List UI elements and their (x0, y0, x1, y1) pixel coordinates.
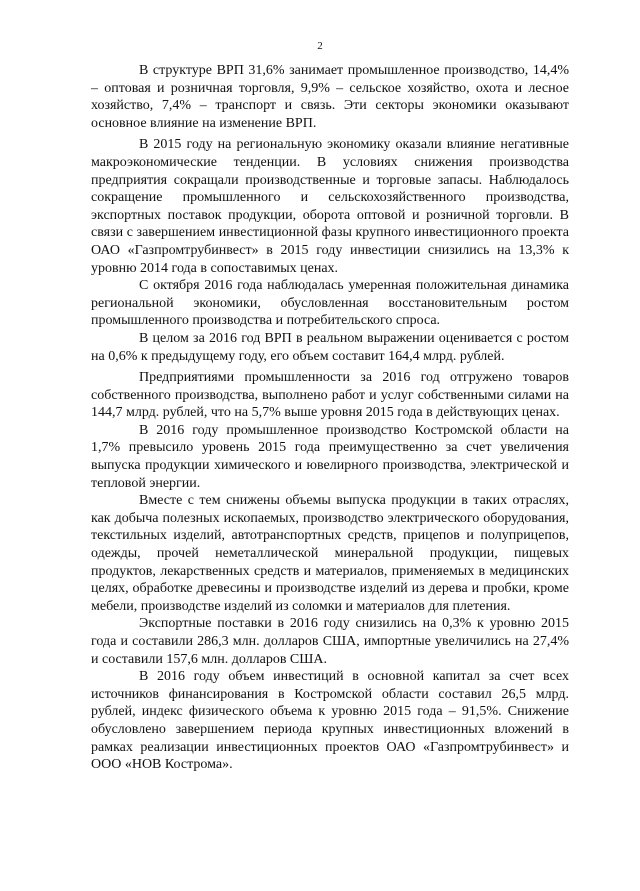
paragraph-vrp-structure: В структуре ВРП 31,6% занимает промышленное производство, 14,4% – оптовая и розничная торговля, 9,9% – сельское хозяйство, охота и лесное хозяйство, 7,4% – транспорт и связь. Эти секторы экономики оказывают основное влияние на изменение ВРП. (91, 63, 569, 131)
paragraph-industrial-production: В 2016 году промышленное производство Костромской области на 1,7% превысило уровень 2015 года преимущественно за счет увеличения выпуска продукции химического и ювелирного производства, электрической и тепловой энергии. (91, 422, 569, 491)
paragraph-industry-shipments: Предприятиями промышленности за 2016 год отгружено товаров собственного производства, выполнено работ и услуг собственными силами на 144,7 млрд. рублей, что на 5,7% выше уровня 2015 года в действующих ценах. (91, 370, 569, 421)
paragraph-vrp-2016: В целом за 2016 год ВРП в реальном выражении оценивается с ростом на 0,6% к предыдущему году, его объем составит 164,4 млрд. рублей. (91, 330, 569, 364)
paragraph-investment: В 2016 году объем инвестиций в основной капитал за счет всех источников финансирования в Костромской области составил 26,5 млрд. рублей, индекс физического объема к уровню 2015 года – 91,5%. Снижение обусловлено завершением периода крупных инвестиционных вложений в рамках реализации инвестиционных проектов ОАО «Газпромтрубинвест» и ООО «НОВ Кострома». (91, 669, 569, 773)
page-number: 2 (317, 40, 323, 52)
paragraph-export-import: Экспортные поставки в 2016 году снизились на 0,3% к уровню 2015 года и составили 286,3 млн. долларов США, импортные увеличились на 27,4% и составили 157,6 млн. долларов США. (91, 616, 569, 667)
paragraph-output-decline: Вместе с тем снижены объемы выпуска продукции в таких отраслях, как добыча полезных ископаемых, производство электрического оборудования, текстильных изделий, автотранспортных средств, прицепов и полуприцепов, одежды, прочей неметаллической минеральной продукции, пищевых продуктов, лекарственных средств и материалов, применяемых в медицинских целях, обработке древесины и производстве изделий из дерева и пробки, кроме мебели, производстве изделий из соломки и материалов для плетения. (91, 493, 569, 614)
document-body (91, 62, 569, 774)
paragraph-october-2016: С октября 2016 года наблюдалась умеренная положительная динамика региональной экономики, обусловленная восстановительным ростом промышленного производства и потребительского спроса. (91, 278, 569, 329)
paragraph-2015-economy: В 2015 году на региональную экономику оказали влияние негативные макроэкономические тенденции. В условиях снижения производства предприятия сокращали производственные и торговые запасы. Наблюдалось сокращение промышленного и сельскохозяйственного производства, экспортных поставок продукции, оборота оптовой и розничной торговли. В связи с завершением инвестиционной фазы крупного инвестиционного проекта ОАО «Газпромтрубинвест» в 2015 году инвестиции снизились на 13,3% к уровню 2014 года в сопоставимых ценах. (91, 137, 569, 276)
